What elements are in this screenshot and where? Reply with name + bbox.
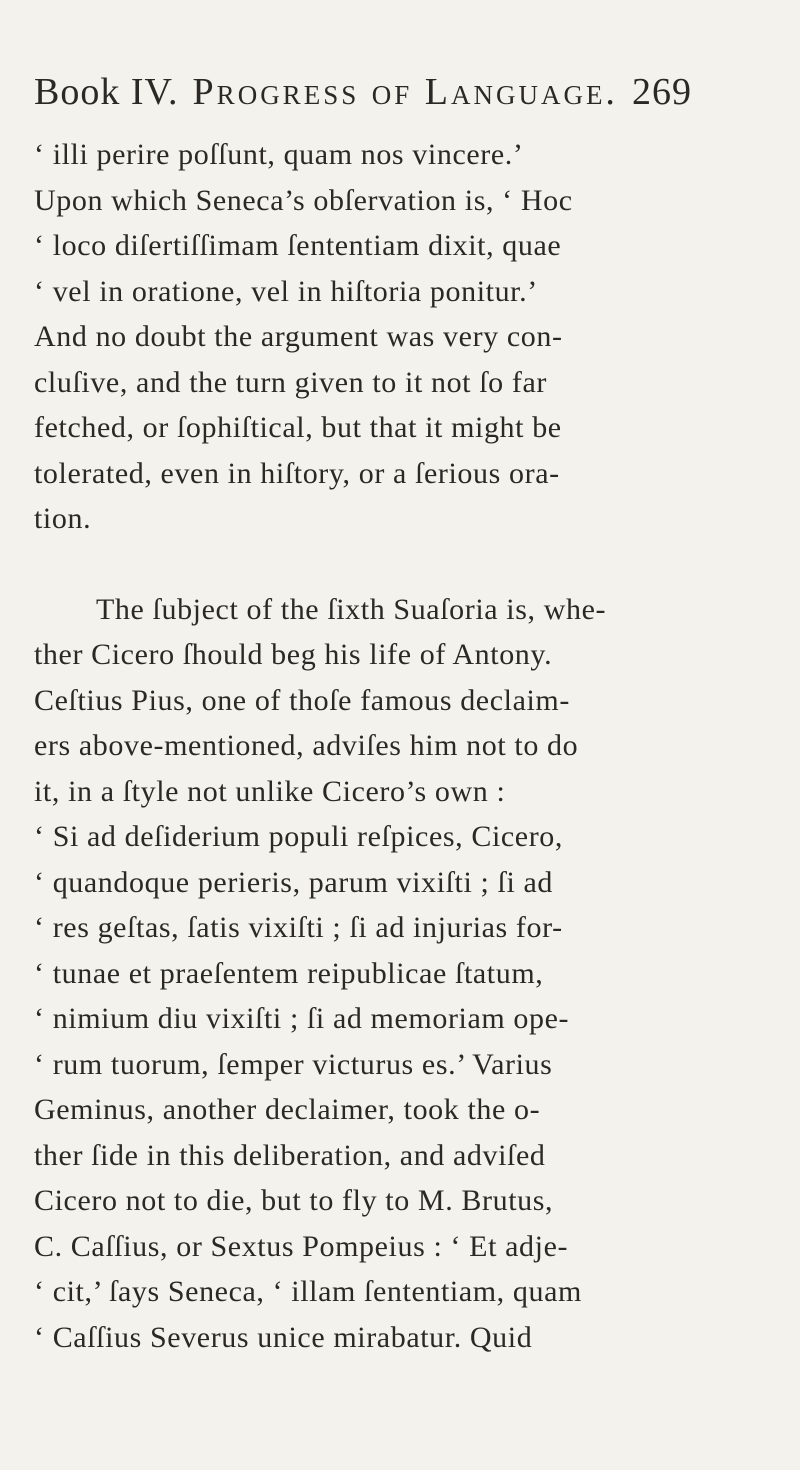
text-line: Upon which Seneca’s obſervation is, ‘ Hoc <box>34 183 573 217</box>
text-line: The ſubject of the ſixth Suaſoria is, whe- <box>96 592 607 626</box>
chapter-title: Progress of Language. <box>192 71 618 113</box>
text-line: And no doubt the argument was very con- <box>34 320 563 353</box>
text-line: ther Cicero ſhould beg his life of Antony. <box>34 638 553 671</box>
text-line: fetched, or ſophiſtical, but that it might be <box>34 411 562 444</box>
text-line: C. Caſſius, or Sextus Pompeius : ‘ Et adje- <box>34 1229 569 1263</box>
text-line: Cicero not to die, but to fly to M. Brutus, <box>34 1184 554 1217</box>
text-line: ‘ Caſſius Severus unice mirabatur. Quid <box>34 1320 533 1354</box>
text-line: ‘ vel in oratione, vel in hiſtoria ponitur.’ <box>34 274 538 308</box>
text-line: ‘ illi perire poſſunt, quam nos vincere.’ <box>34 138 524 171</box>
text-line: Ceſtius Pius, one of thoſe famous declaim- <box>34 683 570 717</box>
book-label: Book IV. <box>34 71 179 113</box>
text-line: ther ſide in this deliberation, and adviſed <box>34 1138 546 1172</box>
text-line: ‘ Si ad deſiderium populi reſpices, Cicero, <box>34 820 564 853</box>
text-line: ‘ nimium diu vixiſti ; ſi ad memoriam ope- <box>34 1002 570 1035</box>
text-line: cluſive, and the turn given to it not ſo far <box>34 365 547 399</box>
text-line: tion. <box>34 502 92 535</box>
text-line: it, in a ſtyle not unlike Cicero’s own : <box>34 774 506 808</box>
text-line: ‘ cit,’ ſays Seneca, ‘ illam ſententiam, quam <box>34 1275 582 1308</box>
text-line: ‘ res geſtas, ſatis vixiſti ; ſi ad injurias for- <box>34 911 563 944</box>
text-line: ‘ rum tuorum, ſemper victurus es.’ Varius <box>34 1047 553 1081</box>
body-text <box>34 132 694 1360</box>
paragraph-2 <box>34 587 694 1361</box>
paragraph-gap <box>34 542 694 587</box>
running-header <box>34 70 734 120</box>
text-line: ers above-mentioned, adviſes him not to do <box>34 729 579 762</box>
page-number: 269 <box>631 71 692 113</box>
text-line: ‘ loco diſertiſſimam ſententiam dixit, quae <box>34 229 562 262</box>
text-line: ‘ tunae et praeſentem reipublicae ſtatum, <box>34 956 544 990</box>
text-line: tolerated, even in hiſtory, or a ſerious ora- <box>34 456 560 490</box>
text-line: Geminus, another declaimer, took the o- <box>34 1093 541 1126</box>
text-line: ‘ quandoque perieris, parum vixiſti ; ſi ad <box>34 865 554 899</box>
paragraph-1 <box>34 132 694 542</box>
